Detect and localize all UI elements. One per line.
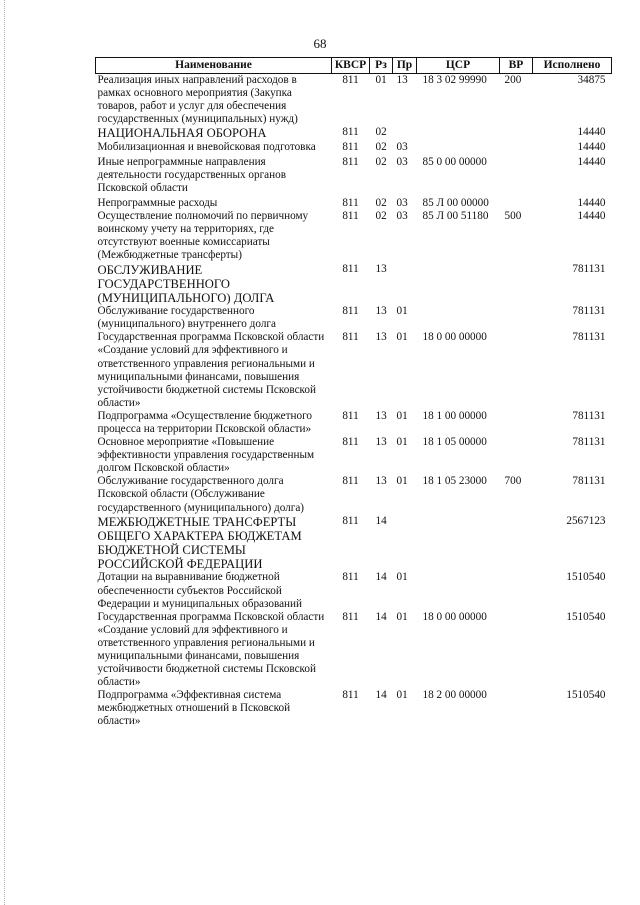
row-csr: 85 Л 00 00000: [422, 197, 489, 210]
table-row: [96, 210, 612, 262]
row-rz: 13: [375, 262, 387, 275]
header-vr: ВР: [500, 58, 533, 74]
row-rz: 14: [375, 689, 387, 702]
row-vr: [500, 611, 533, 690]
row-pr: 13: [396, 74, 408, 87]
row-amount: 1510540: [566, 689, 606, 702]
row-name: Дотации на выравнивание бюджетной обеспеченности субъектов Российской Федерации и муниципальных образований: [97, 571, 303, 610]
header-kvsr: КВСР: [332, 58, 370, 74]
row-pr: [393, 263, 417, 306]
row-vr: [500, 263, 533, 306]
row-csr: [417, 263, 500, 306]
row-pr: 01: [396, 571, 408, 584]
row-name: Иные непрограммные направления деятельности государственных органов Псковской области: [97, 155, 287, 194]
table-row: [96, 571, 612, 610]
table-row: [96, 331, 612, 410]
row-name: Обслуживание государственного долга Псковской области (Обслуживание государственного (муниципального) долга): [97, 475, 305, 514]
row-csr: 18 0 00 00000: [422, 610, 487, 623]
row-csr: 18 1 05 23000: [422, 475, 487, 488]
table-row: [96, 436, 612, 475]
row-amount: 781131: [572, 436, 606, 449]
row-pr: 03: [396, 197, 408, 210]
row-vr: [500, 141, 533, 154]
row-kvsr: 811: [342, 155, 359, 168]
row-pr: 01: [396, 689, 408, 702]
header-amount: Исполнено: [533, 58, 612, 74]
row-csr: [417, 305, 500, 331]
row-kvsr: 811: [342, 262, 359, 275]
row-amount: 781131: [572, 331, 606, 344]
row-kvsr: 811: [342, 74, 359, 87]
row-name: Осуществление полномочий по первичному воинскому учету на территориях, где отсутствуют военные комиссариаты (Межбюджетные трансферты): [97, 210, 309, 262]
row-amount: 781131: [572, 475, 606, 488]
row-pr: 01: [396, 305, 408, 318]
table-row: [96, 263, 612, 306]
row-kvsr: 811: [342, 197, 359, 210]
page-number: 68: [313, 36, 327, 51]
header-rz: Рз: [370, 58, 393, 74]
row-amount: 14440: [577, 197, 606, 210]
row-rz: 13: [375, 475, 387, 488]
row-rz: 02: [375, 210, 387, 223]
row-kvsr: 811: [342, 475, 359, 488]
row-amount: 781131: [572, 305, 606, 318]
row-csr: 85 0 00 00000: [422, 155, 487, 168]
row-pr: [393, 126, 417, 140]
table-header-row: [96, 58, 612, 74]
row-rz: 13: [375, 409, 387, 422]
row-amount: 14440: [577, 140, 606, 153]
table-row: [96, 74, 612, 127]
row-rz: 02: [375, 126, 387, 139]
row-kvsr: 811: [342, 305, 359, 318]
row-csr: [417, 141, 500, 154]
row-vr: [500, 154, 533, 195]
row-name: Подпрограмма «Эффективная система межбюджетных отношений в Псковской области»: [97, 689, 291, 728]
row-csr: 18 1 05 00000: [422, 436, 487, 449]
row-rz: 14: [375, 610, 387, 623]
table-row: [96, 195, 612, 210]
row-name: Обслуживание государственного (муниципального) внутреннего долга: [97, 305, 276, 331]
row-name: Подпрограмма «Осуществление бюджетного процесса на территории Псковской области»: [97, 409, 313, 435]
row-csr: 18 2 00 00000: [422, 689, 487, 702]
row-amount: 781131: [572, 409, 606, 422]
row-name: Реализация иных направлений расходов в рамках основного мероприятия (Закупка товаров, работ и услуг для обеспечения государственных (муниципальных) нужд): [97, 74, 298, 126]
row-amount: 2567123: [566, 514, 606, 527]
row-rz: 02: [375, 197, 387, 210]
row-vr: 700: [504, 475, 522, 488]
row-vr: [500, 195, 533, 210]
row-kvsr: 811: [342, 436, 359, 449]
row-kvsr: 811: [342, 409, 359, 422]
table-row: [96, 154, 612, 195]
row-vr: [500, 515, 533, 572]
row-csr: [417, 126, 500, 140]
row-name: Государственная программа Псковской области «Создание условий для эффективного и ответственного управления региональными и муниципальными финансами, повышения устойчивости бюджетной системы Псковской области»: [97, 610, 325, 689]
row-vr: 200: [504, 74, 522, 87]
row-rz: 01: [375, 74, 387, 87]
row-kvsr: 811: [342, 610, 359, 623]
header-name: Наименование: [96, 58, 332, 74]
table-row: [96, 410, 612, 436]
row-amount: 34875: [577, 74, 606, 87]
row-name: Мобилизационная и вневойсковая подготовка: [97, 140, 316, 153]
row-rz: 02: [375, 140, 387, 153]
row-amount: 14440: [577, 155, 606, 168]
row-pr: 01: [396, 475, 408, 488]
row-rz: 02: [375, 155, 387, 168]
row-rz: 13: [375, 436, 387, 449]
row-pr: 03: [396, 210, 408, 223]
row-vr: [500, 436, 533, 475]
row-name: Основное мероприятие «Повышение эффективности управления государственным долгом Псковской области»: [97, 436, 315, 475]
row-vr: 500: [504, 210, 522, 223]
row-csr: 85 Л 00 51180: [422, 210, 489, 223]
row-rz: 13: [375, 331, 387, 344]
row-pr: [393, 515, 417, 572]
table-row: [96, 515, 612, 572]
row-name: Непрограммные расходы: [97, 197, 218, 210]
row-name: ОБСЛУЖИВАНИЕ ГОСУДАРСТВЕННОГО (МУНИЦИПАЛЬНОГО) ДОЛГА: [97, 262, 275, 305]
row-pr: 03: [396, 155, 408, 168]
row-amount: 14440: [577, 126, 606, 139]
row-vr: [500, 571, 533, 610]
row-name: НАЦИОНАЛЬНАЯ ОБОРОНА: [97, 126, 267, 141]
row-name: Государственная программа Псковской области «Создание условий для эффективного и ответственного управления региональными и муниципальными финансами, повышения устойчивости бюджетной системы Псковской области»: [97, 331, 325, 409]
row-pr: 01: [396, 436, 408, 449]
row-pr: 03: [396, 140, 408, 153]
row-kvsr: 811: [342, 571, 359, 584]
row-csr: 18 1 00 00000: [422, 409, 487, 422]
scan-edge-dots: [4, 0, 6, 905]
row-csr: 18 0 00 00000: [422, 331, 487, 344]
row-vr: [500, 689, 533, 728]
row-vr: [500, 126, 533, 140]
row-amount: 781131: [572, 262, 606, 275]
row-rz: 14: [375, 514, 387, 527]
budget-table: [95, 57, 612, 729]
table-row: [96, 126, 612, 140]
row-pr: 01: [396, 409, 408, 422]
row-pr: 01: [396, 331, 408, 344]
row-kvsr: 811: [342, 689, 359, 702]
row-vr: [500, 305, 533, 331]
header-csr: ЦСР: [417, 58, 500, 74]
row-kvsr: 811: [342, 126, 359, 139]
row-amount: 1510540: [566, 571, 606, 584]
row-vr: [500, 410, 533, 436]
table-row: [96, 689, 612, 728]
row-amount: 1510540: [566, 610, 606, 623]
row-name: МЕЖБЮДЖЕТНЫЕ ТРАНСФЕРТЫ ОБЩЕГО ХАРАКТЕРА БЮДЖЕТАМ БЮДЖЕТНОЙ СИСТЕМЫ РОССИЙСКОЙ ФЕДЕРАЦИИ: [97, 514, 302, 572]
row-kvsr: 811: [342, 210, 359, 223]
row-kvsr: 811: [342, 140, 359, 153]
table-row: [96, 475, 612, 514]
table-row: [96, 305, 612, 331]
row-rz: 14: [375, 571, 387, 584]
row-rz: 13: [375, 305, 387, 318]
row-amount: 14440: [577, 210, 606, 223]
row-kvsr: 811: [342, 331, 359, 344]
row-csr: [417, 515, 500, 572]
row-csr: 18 3 02 99990: [422, 74, 487, 87]
header-pr: Пр: [393, 58, 417, 74]
row-pr: 01: [396, 610, 408, 623]
table-row: [96, 611, 612, 690]
table-row: [96, 141, 612, 154]
row-kvsr: 811: [342, 514, 359, 527]
row-csr: [417, 571, 500, 610]
row-vr: [500, 331, 533, 410]
